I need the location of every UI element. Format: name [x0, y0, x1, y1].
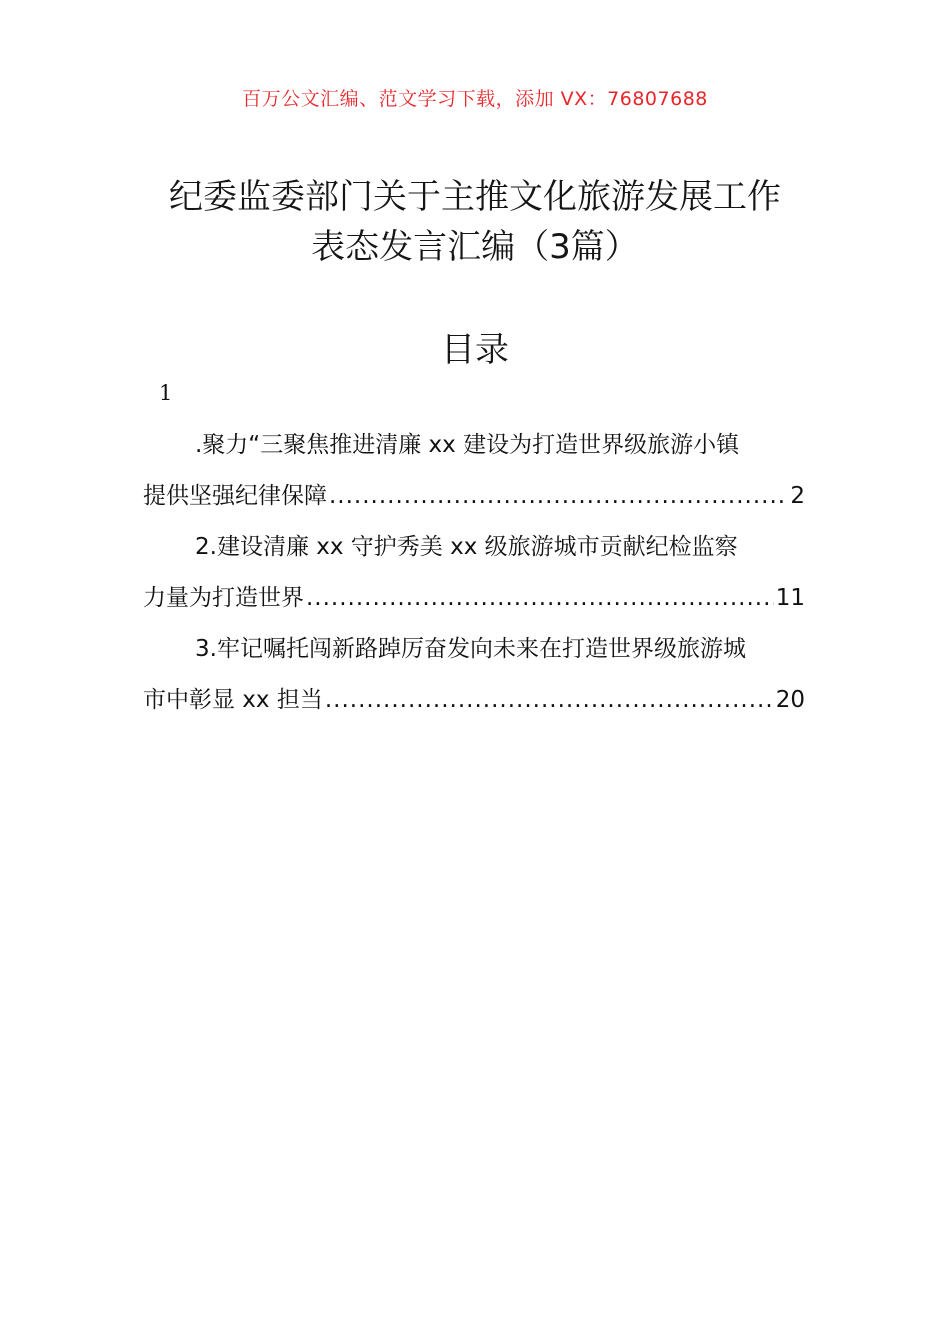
- toc-entry-title-line-2: 提供坚强纪律保障: [143, 483, 327, 509]
- toc-page-number: 20: [775, 687, 805, 713]
- stray-number: 1: [159, 381, 173, 405]
- toc-leader-dots: [325, 675, 774, 726]
- document-title-line-2: 表态发言汇编（3篇）: [311, 227, 639, 267]
- toc-entry-title-line-1: .聚力“三聚焦推进清廉 xx 建设为打造世界级旅游小镇: [195, 432, 740, 458]
- toc-entry-3[interactable]: [143, 624, 805, 726]
- document-title-line-1: 纪委监委部门关于主推文化旅游发展工作: [169, 177, 781, 217]
- toc-page-number: 11: [775, 585, 805, 611]
- toc-leader-dots: [306, 573, 774, 624]
- toc-heading: 目录: [441, 330, 509, 370]
- header-note: 百万公文汇编、范文学习下载，添加 VX：76807688: [242, 88, 708, 110]
- toc-entry-1[interactable]: [143, 420, 805, 522]
- toc-entry-title-line-1: 3.牢记嘱托闯新路踔厉奋发向未来在打造世界级旅游城: [195, 636, 746, 662]
- toc-leader-dots: [329, 471, 788, 522]
- toc-entry-title-line-1: 2.建设清廉 xx 守护秀美 xx 级旅游城市贡献纪检监察: [195, 534, 738, 560]
- toc-entry-2[interactable]: [143, 522, 805, 624]
- toc-page-number: 2: [790, 483, 805, 509]
- toc-entry-title-line-2: 力量为打造世界: [143, 585, 304, 611]
- table-of-contents: [143, 420, 805, 726]
- document-title: [120, 172, 830, 272]
- toc-entry-title-line-2: 市中彰显 xx 担当: [143, 687, 323, 713]
